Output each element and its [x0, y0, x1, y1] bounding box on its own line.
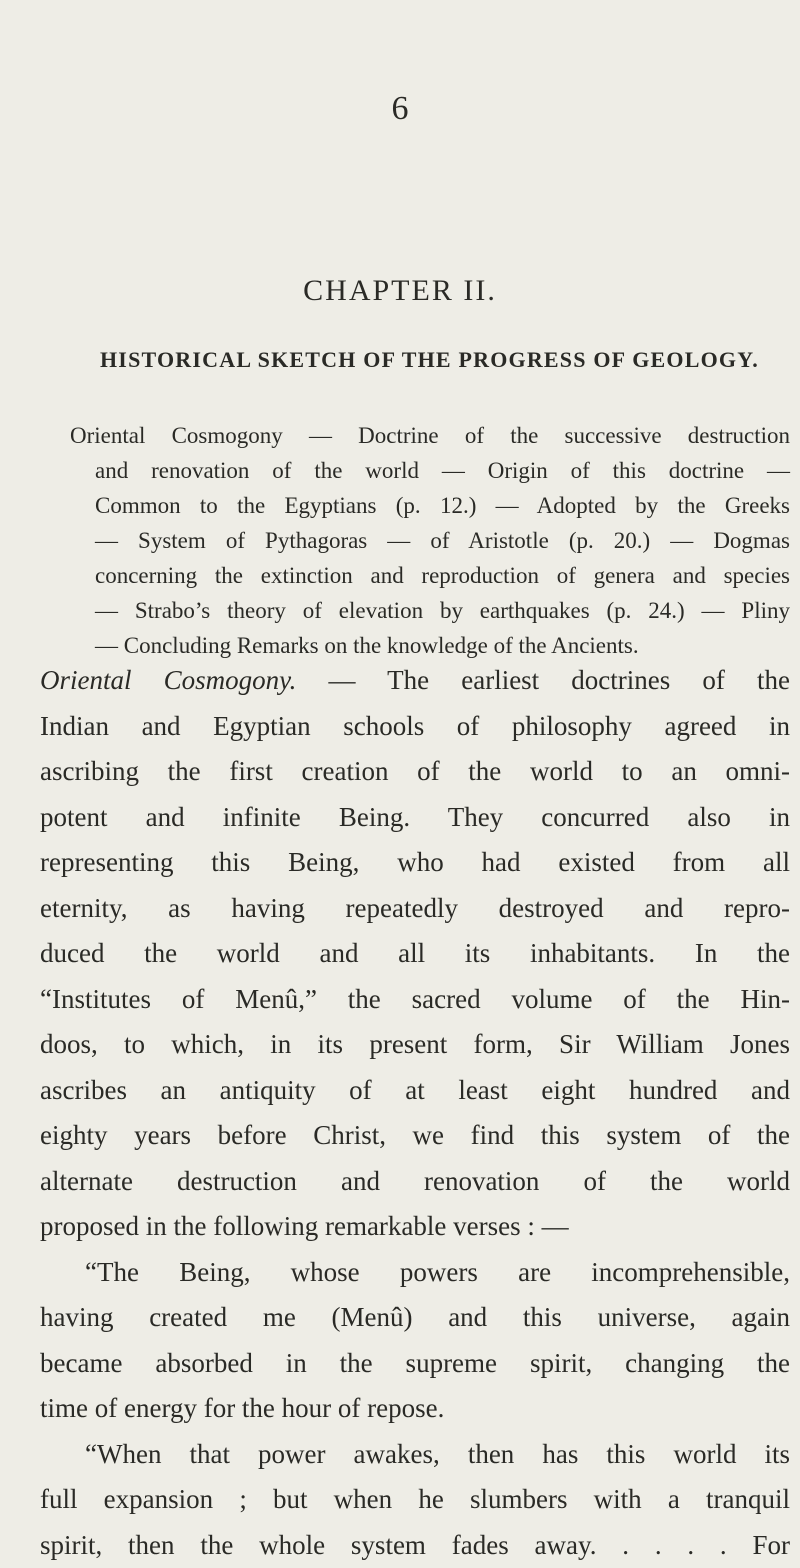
quote-line: “When that power awakes, then has this world its	[40, 1432, 790, 1478]
quote-line: became absorbed in the supreme spirit, changing the	[40, 1341, 790, 1387]
quote-line: full expansion ; but when he slumbers with a tranquil	[40, 1477, 790, 1523]
summary-line: and renovation of the world — Origin of this doctrine —	[70, 453, 790, 488]
body-line: duced the world and all its inhabitants. In the	[40, 931, 790, 977]
body-line: ascribing the first creation of the world to an omni-	[40, 749, 790, 795]
summary-line: — System of Pythagoras — of Aristotle (p. 20.) — Dogmas	[70, 523, 790, 558]
body-line: proposed in the following remarkable verses : —	[40, 1204, 790, 1250]
chapter-subtitle: HISTORICAL SKETCH OF THE PROGRESS OF GEOLOGY.	[100, 349, 780, 371]
body-line: doos, to which, in its present form, Sir William Jones	[40, 1022, 790, 1068]
body-line: Indian and Egyptian schools of philosophy agreed in	[40, 704, 790, 750]
quote-line: time of energy for the hour of repose.	[40, 1386, 790, 1432]
section-heading: Oriental Cosmogony.	[40, 665, 296, 695]
body-line: eighty years before Christ, we find this system of the	[40, 1113, 790, 1159]
body-line: ascribes an antiquity of at least eight hundred and	[40, 1068, 790, 1114]
summary-line: — Strabo’s theory of elevation by earthquakes (p. 24.) — Pliny	[70, 593, 790, 628]
chapter-summary	[70, 418, 790, 663]
quote-line: spirit, then the whole system fades away. . . . . For	[40, 1523, 790, 1568]
summary-line: concerning the extinction and reproduction of genera and species	[70, 558, 790, 593]
summary-line: Common to the Egyptians (p. 12.) — Adopted by the Greeks	[70, 488, 790, 523]
body-line: eternity, as having repeatedly destroyed and repro-	[40, 886, 790, 932]
chapter-title: CHAPTER II.	[0, 276, 800, 306]
quote-line: having created me (Menû) and this universe, again	[40, 1295, 790, 1341]
page-number: 6	[0, 92, 800, 126]
body-text	[40, 658, 790, 1568]
body-line: representing this Being, who had existed from all	[40, 840, 790, 886]
body-line: potent and infinite Being. They concurred also in	[40, 795, 790, 841]
body-line: “Institutes of Menû,” the sacred volume of the Hin-	[40, 977, 790, 1023]
body-line: alternate destruction and renovation of the world	[40, 1159, 790, 1205]
summary-line: — Concluding Remarks on the knowledge of the Ancients.	[70, 628, 790, 663]
body-first-line-text: — The earliest doctrines of the	[329, 665, 791, 695]
body-first-line	[40, 658, 790, 704]
quote-line: “The Being, whose powers are incomprehensible,	[40, 1250, 790, 1296]
summary-line: Oriental Cosmogony — Doctrine of the successive destruction	[70, 418, 790, 453]
